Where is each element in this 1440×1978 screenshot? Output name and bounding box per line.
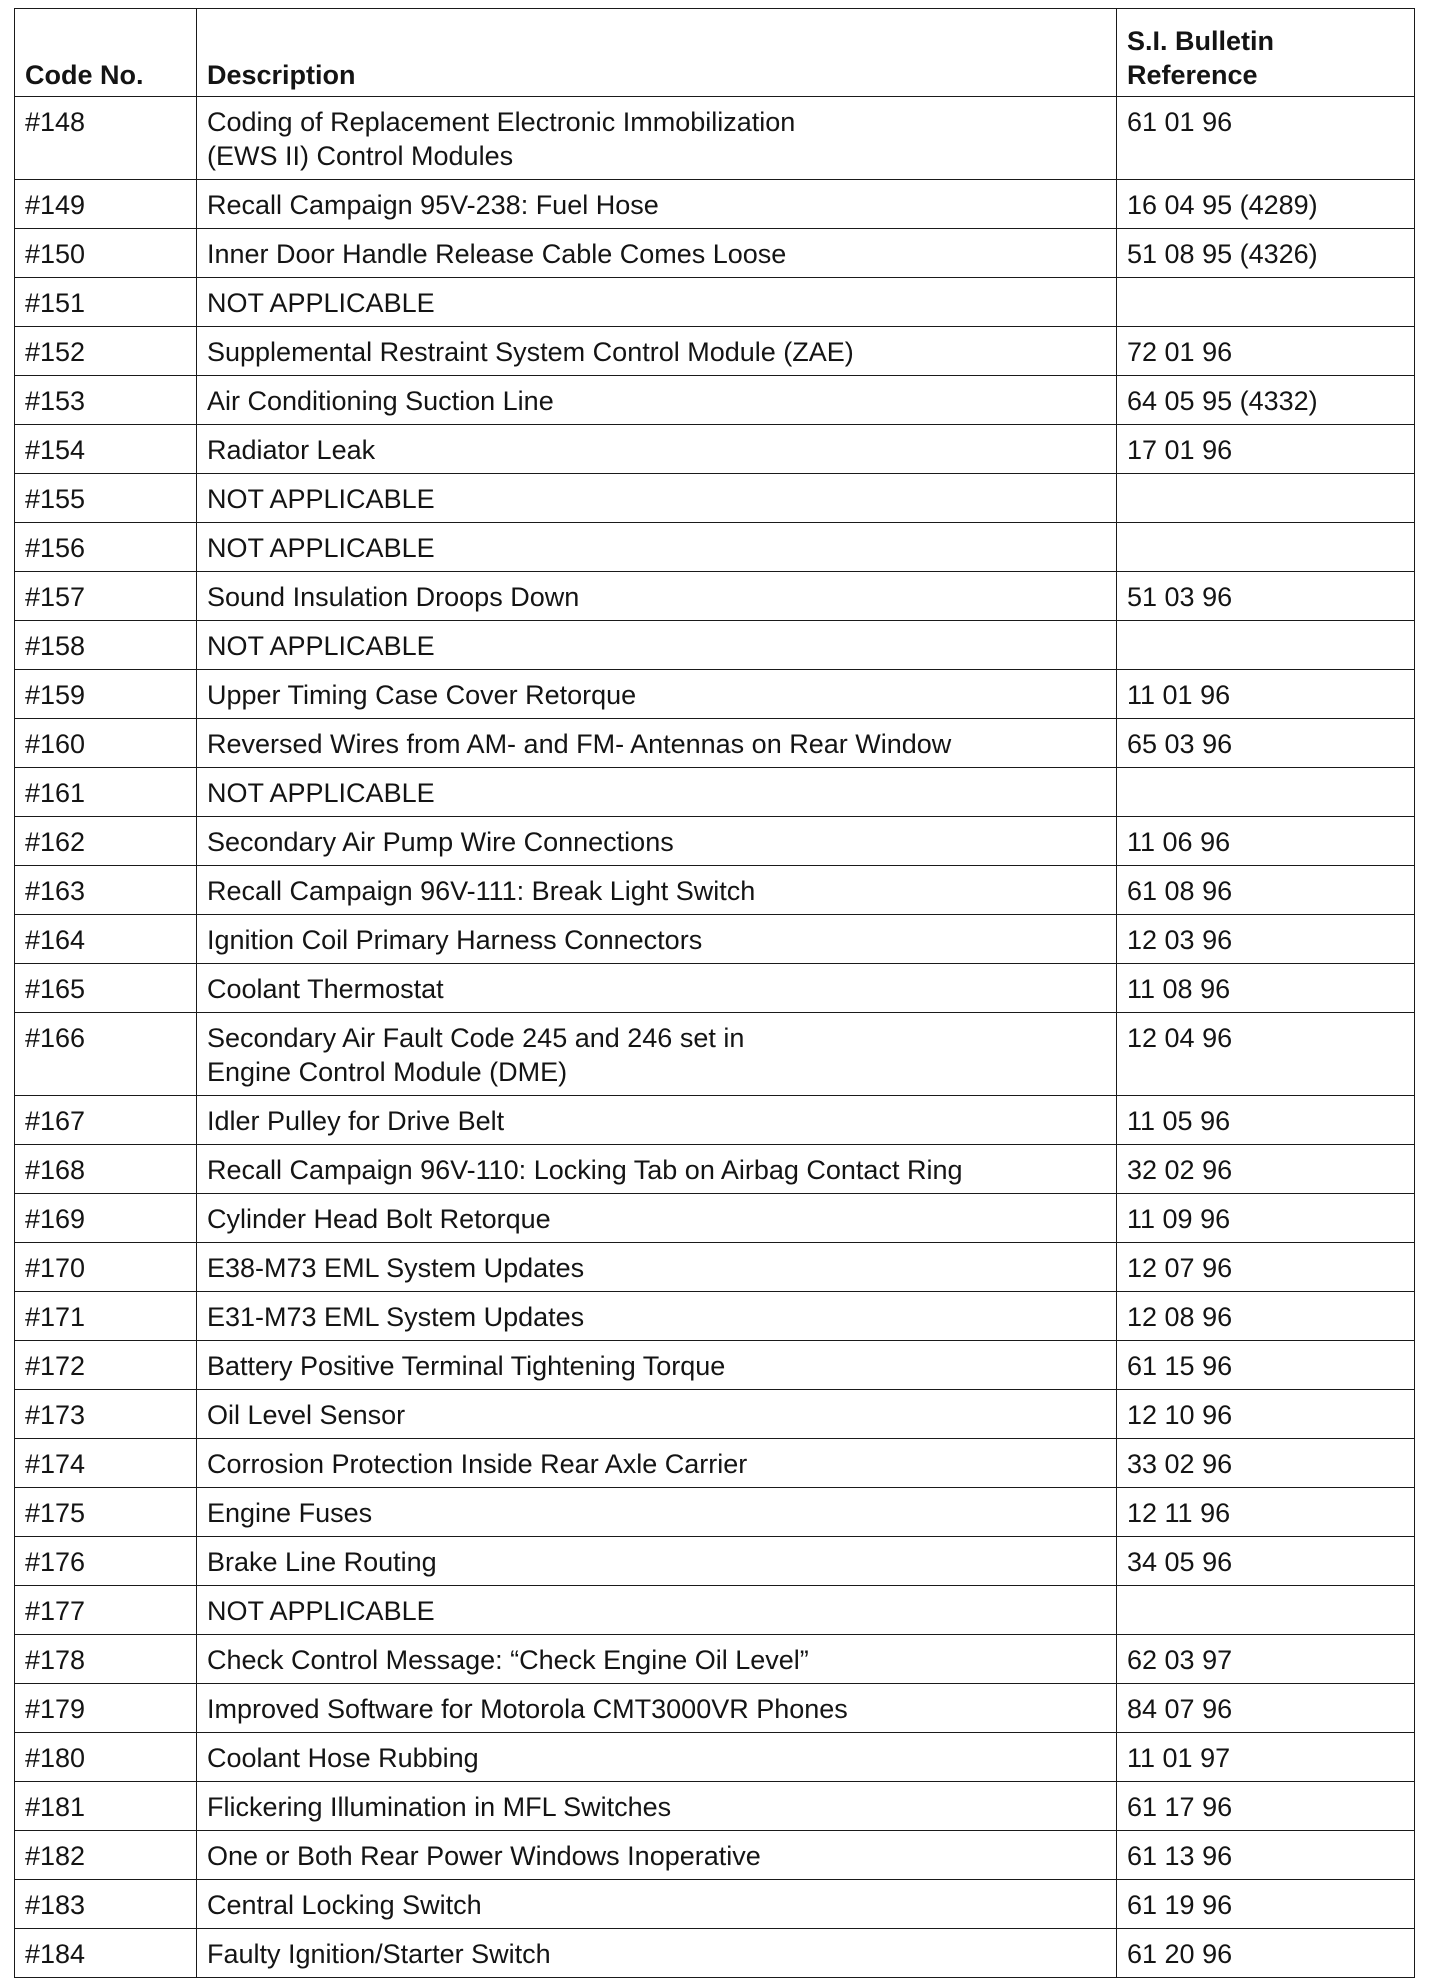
reference-cell: 12 07 96 bbox=[1117, 1243, 1415, 1292]
description-cell bbox=[197, 817, 1117, 866]
table-row bbox=[15, 572, 1415, 621]
description-line: Corrosion Protection Inside Rear Axle Carrier bbox=[207, 1449, 748, 1479]
table-row bbox=[15, 1096, 1415, 1145]
table-row bbox=[15, 915, 1415, 964]
code-cell: #156 bbox=[15, 523, 197, 572]
table-body bbox=[15, 97, 1415, 1978]
table-row bbox=[15, 866, 1415, 915]
description-line: Oil Level Sensor bbox=[207, 1400, 406, 1430]
description-line: NOT APPLICABLE bbox=[207, 288, 435, 318]
reference-cell: 51 08 95 (4326) bbox=[1117, 229, 1415, 278]
description-line: Inner Door Handle Release Cable Comes Loose bbox=[207, 239, 787, 269]
description-line: Reversed Wires from AM- and FM- Antennas on Rear Window bbox=[207, 729, 952, 759]
description-cell bbox=[197, 1341, 1117, 1390]
table-row bbox=[15, 621, 1415, 670]
table-row bbox=[15, 670, 1415, 719]
description-cell bbox=[197, 425, 1117, 474]
reference-cell: 61 01 96 bbox=[1117, 97, 1415, 180]
reference-cell: 34 05 96 bbox=[1117, 1537, 1415, 1586]
column-header-description: Description bbox=[197, 9, 1117, 97]
description-cell bbox=[197, 1537, 1117, 1586]
code-cell: #175 bbox=[15, 1488, 197, 1537]
description-cell bbox=[197, 1880, 1117, 1929]
reference-cell: 11 01 96 bbox=[1117, 670, 1415, 719]
table-row bbox=[15, 97, 1415, 180]
description-line: Radiator Leak bbox=[207, 435, 376, 465]
reference-cell bbox=[1117, 278, 1415, 327]
code-cell: #153 bbox=[15, 376, 197, 425]
description-cell bbox=[197, 1390, 1117, 1439]
code-cell: #171 bbox=[15, 1292, 197, 1341]
table-row bbox=[15, 1194, 1415, 1243]
table-row bbox=[15, 180, 1415, 229]
description-line: Engine Fuses bbox=[207, 1498, 373, 1528]
table-row bbox=[15, 1145, 1415, 1194]
description-cell bbox=[197, 1635, 1117, 1684]
code-cell: #176 bbox=[15, 1537, 197, 1586]
code-cell: #168 bbox=[15, 1145, 197, 1194]
description-line: Flickering Illumination in MFL Switches bbox=[207, 1792, 672, 1822]
table-row bbox=[15, 229, 1415, 278]
table-row bbox=[15, 1537, 1415, 1586]
reference-cell: 61 20 96 bbox=[1117, 1929, 1415, 1978]
bulletin-table-page bbox=[14, 8, 1414, 1978]
table-row bbox=[15, 278, 1415, 327]
table-row bbox=[15, 1782, 1415, 1831]
description-cell bbox=[197, 1243, 1117, 1292]
reference-cell: 11 01 97 bbox=[1117, 1733, 1415, 1782]
description-line: NOT APPLICABLE bbox=[207, 778, 435, 808]
reference-cell: 12 11 96 bbox=[1117, 1488, 1415, 1537]
description-cell bbox=[197, 376, 1117, 425]
code-cell: #178 bbox=[15, 1635, 197, 1684]
reference-cell bbox=[1117, 621, 1415, 670]
column-header-reference bbox=[1117, 9, 1415, 97]
reference-cell bbox=[1117, 1586, 1415, 1635]
reference-cell: 61 19 96 bbox=[1117, 1880, 1415, 1929]
description-line: Secondary Air Fault Code 245 and 246 set in bbox=[207, 1023, 745, 1053]
reference-cell: 32 02 96 bbox=[1117, 1145, 1415, 1194]
table-row bbox=[15, 1684, 1415, 1733]
code-cell: #155 bbox=[15, 474, 197, 523]
table-row bbox=[15, 719, 1415, 768]
reference-cell bbox=[1117, 523, 1415, 572]
code-cell: #167 bbox=[15, 1096, 197, 1145]
reference-cell: 11 05 96 bbox=[1117, 1096, 1415, 1145]
description-line: NOT APPLICABLE bbox=[207, 533, 435, 563]
reference-cell bbox=[1117, 474, 1415, 523]
table-row bbox=[15, 327, 1415, 376]
code-cell: #161 bbox=[15, 768, 197, 817]
table-row bbox=[15, 768, 1415, 817]
table-row bbox=[15, 1929, 1415, 1978]
table-row bbox=[15, 1831, 1415, 1880]
code-cell: #159 bbox=[15, 670, 197, 719]
code-cell: #151 bbox=[15, 278, 197, 327]
reference-cell: 12 10 96 bbox=[1117, 1390, 1415, 1439]
reference-cell: 61 17 96 bbox=[1117, 1782, 1415, 1831]
table-row bbox=[15, 1586, 1415, 1635]
code-cell: #150 bbox=[15, 229, 197, 278]
code-cell: #177 bbox=[15, 1586, 197, 1635]
reference-cell: 62 03 97 bbox=[1117, 1635, 1415, 1684]
description-cell bbox=[197, 1013, 1117, 1096]
description-line: Ignition Coil Primary Harness Connectors bbox=[207, 925, 703, 955]
reference-cell: 12 04 96 bbox=[1117, 1013, 1415, 1096]
description-cell bbox=[197, 1782, 1117, 1831]
description-line: Faulty Ignition/Starter Switch bbox=[207, 1939, 551, 1969]
description-line: Sound Insulation Droops Down bbox=[207, 582, 580, 612]
description-line: Coding of Replacement Electronic Immobilization bbox=[207, 107, 796, 137]
table-row bbox=[15, 1635, 1415, 1684]
table-row bbox=[15, 1341, 1415, 1390]
description-cell bbox=[197, 866, 1117, 915]
description-line: Recall Campaign 96V-110: Locking Tab on Airbag Contact Ring bbox=[207, 1155, 963, 1185]
code-cell: #184 bbox=[15, 1929, 197, 1978]
description-line: E31-M73 EML System Updates bbox=[207, 1302, 585, 1332]
table-row bbox=[15, 1292, 1415, 1341]
description-line: Secondary Air Pump Wire Connections bbox=[207, 827, 674, 857]
description-line: Recall Campaign 96V-111: Break Light Switch bbox=[207, 876, 756, 906]
description-line: Recall Campaign 95V-238: Fuel Hose bbox=[207, 190, 659, 220]
description-cell bbox=[197, 1831, 1117, 1880]
table-row bbox=[15, 1013, 1415, 1096]
reference-cell: 51 03 96 bbox=[1117, 572, 1415, 621]
code-cell: #179 bbox=[15, 1684, 197, 1733]
description-line: Cylinder Head Bolt Retorque bbox=[207, 1204, 551, 1234]
table-row bbox=[15, 474, 1415, 523]
reference-cell: 61 15 96 bbox=[1117, 1341, 1415, 1390]
description-cell bbox=[197, 572, 1117, 621]
table-row bbox=[15, 1488, 1415, 1537]
description-cell bbox=[197, 523, 1117, 572]
description-line: Coolant Thermostat bbox=[207, 974, 444, 1004]
code-cell: #152 bbox=[15, 327, 197, 376]
description-cell bbox=[197, 278, 1117, 327]
bulletin-table bbox=[14, 8, 1415, 1978]
description-cell bbox=[197, 1145, 1117, 1194]
table-row bbox=[15, 1439, 1415, 1488]
description-line: NOT APPLICABLE bbox=[207, 631, 435, 661]
reference-cell: 12 03 96 bbox=[1117, 915, 1415, 964]
description-line: Improved Software for Motorola CMT3000VR Phones bbox=[207, 1694, 848, 1724]
reference-cell: 84 07 96 bbox=[1117, 1684, 1415, 1733]
description-line: Upper Timing Case Cover Retorque bbox=[207, 680, 637, 710]
table-row bbox=[15, 1733, 1415, 1782]
description-cell bbox=[197, 1929, 1117, 1978]
description-line: Battery Positive Terminal Tightening Torque bbox=[207, 1351, 726, 1381]
description-line: Coolant Hose Rubbing bbox=[207, 1743, 479, 1773]
code-cell: #158 bbox=[15, 621, 197, 670]
code-cell: #165 bbox=[15, 964, 197, 1013]
description-cell bbox=[197, 1586, 1117, 1635]
description-cell bbox=[197, 327, 1117, 376]
description-line: One or Both Rear Power Windows Inoperative bbox=[207, 1841, 761, 1871]
reference-cell: 72 01 96 bbox=[1117, 327, 1415, 376]
description-line: Air Conditioning Suction Line bbox=[207, 386, 554, 416]
reference-cell: 11 09 96 bbox=[1117, 1194, 1415, 1243]
reference-cell: 16 04 95 (4289) bbox=[1117, 180, 1415, 229]
column-header-reference-line2: Reference bbox=[1127, 60, 1258, 90]
code-cell: #148 bbox=[15, 97, 197, 180]
table-row bbox=[15, 523, 1415, 572]
description-cell bbox=[197, 915, 1117, 964]
description-cell bbox=[197, 229, 1117, 278]
table-header-row bbox=[15, 9, 1415, 97]
description-line: E38-M73 EML System Updates bbox=[207, 1253, 585, 1283]
table-row bbox=[15, 1880, 1415, 1929]
description-line: Brake Line Routing bbox=[207, 1547, 437, 1577]
code-cell: #182 bbox=[15, 1831, 197, 1880]
code-cell: #173 bbox=[15, 1390, 197, 1439]
description-cell bbox=[197, 719, 1117, 768]
description-line: Idler Pulley for Drive Belt bbox=[207, 1106, 505, 1136]
description-line: NOT APPLICABLE bbox=[207, 1596, 435, 1626]
table-row bbox=[15, 1390, 1415, 1439]
table-row bbox=[15, 425, 1415, 474]
table-row bbox=[15, 817, 1415, 866]
reference-cell: 11 08 96 bbox=[1117, 964, 1415, 1013]
table-row bbox=[15, 964, 1415, 1013]
description-cell bbox=[197, 1488, 1117, 1537]
code-cell: #183 bbox=[15, 1880, 197, 1929]
description-line: NOT APPLICABLE bbox=[207, 484, 435, 514]
description-cell bbox=[197, 1439, 1117, 1488]
code-cell: #180 bbox=[15, 1733, 197, 1782]
description-cell bbox=[197, 1096, 1117, 1145]
reference-cell: 61 08 96 bbox=[1117, 866, 1415, 915]
code-cell: #181 bbox=[15, 1782, 197, 1831]
description-line: Central Locking Switch bbox=[207, 1890, 482, 1920]
description-cell bbox=[197, 1733, 1117, 1782]
description-cell bbox=[197, 621, 1117, 670]
reference-cell: 33 02 96 bbox=[1117, 1439, 1415, 1488]
reference-cell: 65 03 96 bbox=[1117, 719, 1415, 768]
reference-cell: 61 13 96 bbox=[1117, 1831, 1415, 1880]
description-cell bbox=[197, 964, 1117, 1013]
reference-cell bbox=[1117, 768, 1415, 817]
code-cell: #154 bbox=[15, 425, 197, 474]
code-cell: #163 bbox=[15, 866, 197, 915]
description-line: Engine Control Module (DME) bbox=[207, 1057, 568, 1087]
column-header-reference-line1: S.I. Bulletin bbox=[1127, 26, 1275, 56]
code-cell: #170 bbox=[15, 1243, 197, 1292]
description-cell bbox=[197, 670, 1117, 719]
reference-cell: 12 08 96 bbox=[1117, 1292, 1415, 1341]
code-cell: #164 bbox=[15, 915, 197, 964]
description-cell bbox=[197, 180, 1117, 229]
description-line: Check Control Message: “Check Engine Oil Level” bbox=[207, 1645, 809, 1675]
code-cell: #162 bbox=[15, 817, 197, 866]
column-header-code: Code No. bbox=[15, 9, 197, 97]
code-cell: #172 bbox=[15, 1341, 197, 1390]
table-row bbox=[15, 1243, 1415, 1292]
reference-cell: 11 06 96 bbox=[1117, 817, 1415, 866]
table-row bbox=[15, 376, 1415, 425]
description-cell bbox=[197, 768, 1117, 817]
reference-cell: 64 05 95 (4332) bbox=[1117, 376, 1415, 425]
code-cell: #157 bbox=[15, 572, 197, 621]
description-cell bbox=[197, 1194, 1117, 1243]
code-cell: #174 bbox=[15, 1439, 197, 1488]
description-cell bbox=[197, 1684, 1117, 1733]
description-cell bbox=[197, 97, 1117, 180]
code-cell: #149 bbox=[15, 180, 197, 229]
code-cell: #169 bbox=[15, 1194, 197, 1243]
description-cell bbox=[197, 1292, 1117, 1341]
description-line: (EWS II) Control Modules bbox=[207, 141, 514, 171]
description-line: Supplemental Restraint System Control Module (ZAE) bbox=[207, 337, 854, 367]
description-cell bbox=[197, 474, 1117, 523]
code-cell: #160 bbox=[15, 719, 197, 768]
code-cell: #166 bbox=[15, 1013, 197, 1096]
reference-cell: 17 01 96 bbox=[1117, 425, 1415, 474]
